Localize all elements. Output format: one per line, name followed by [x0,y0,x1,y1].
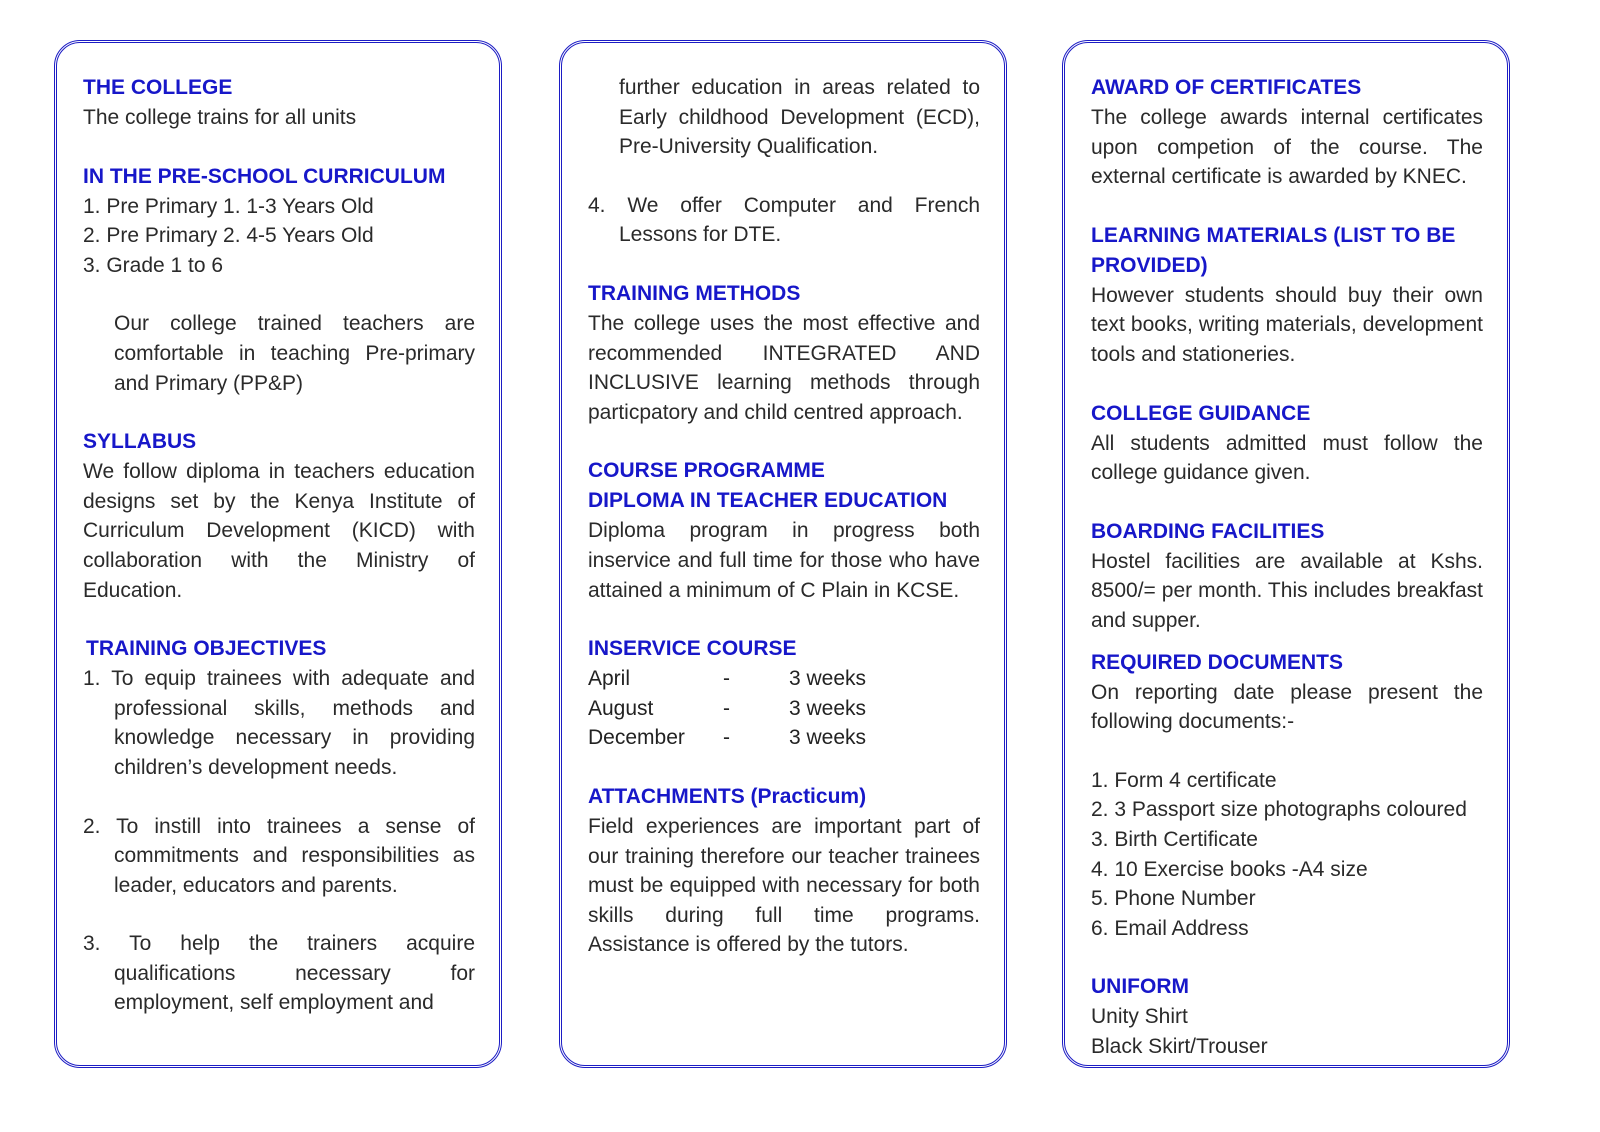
schedule-dash: - [723,726,730,750]
schedule-month: August [588,696,654,720]
uniform-item: Unity Shirt [1091,1005,1188,1029]
schedule-dash: - [723,696,730,720]
schedule-duration: 3 weeks [789,726,867,750]
list-item: 4. 10 Exercise books -A4 size [1091,857,1368,881]
heading-preschool: IN THE PRE-SCHOOL CURRICULUM [83,164,446,188]
panel-right [1062,40,1510,1068]
list-item: 5. Phone Number [1091,887,1256,911]
heading-training-objectives: TRAINING OBJECTIVES [86,637,327,661]
college-text: The college trains for all units [83,106,357,129]
course-text: Diploma program in progress both inservice and full time for those who have attained a minimum of C Plain in KCSE. [588,519,980,602]
attachments-text: Field experiences are important part of our training therefore our teacher trainees must be equipped with necessary for both skills during full time programs. Assistance is offered by the tutors. [588,814,980,957]
schedule-dash: - [723,667,730,691]
heading-the-college: THE COLLEGE [83,76,233,99]
objective-item: 4. We offer Computer and French Lessons for DTE. [588,193,980,247]
schedule-month: December [588,726,685,750]
preschool-list [83,192,475,281]
materials-text: However students should buy their own text books, writing materials, development tools and stationeries. [1091,283,1483,366]
heading-required-documents: REQUIRED DOCUMENTS [1091,650,1344,674]
objective-item: 1. To equip trainees with adequate and professional skills, methods and knowledge necessary in providing children’s development needs. [83,667,475,779]
panel-middle [559,40,1007,1068]
heading-award: AWARD OF CERTIFICATES [1091,76,1362,99]
teachers-text: Our college trained teachers are comfortable in teaching Pre-primary and Primary (PP&P) [114,312,475,395]
list-item: 2. 3 Passport size photographs coloured [1091,798,1467,822]
schedule-month: April [588,667,631,691]
heading-course-programme: COURSE PROGRAMME [588,459,825,483]
heading-boarding: BOARDING FACILITIES [1091,519,1325,543]
schedule-row [588,694,980,724]
heading-learning-materials: LEARNING MATERIALS (LIST TO BE PROVIDED) [1091,223,1456,277]
heading-inservice: INSERVICE COURSE [588,637,797,661]
schedule-row [588,664,980,694]
objective-item: 3. To help the trainers acquire qualifications necessary for employment, self employment and [83,932,475,1015]
methods-text: The college uses the most effective and recommended INTEGRATED AND INCLUSIVE learning methods through particpatory and child centred approach. [588,311,980,424]
list-item: 1. Pre Primary 1. 1-3 Years Old [83,194,374,218]
award-text: The college awards internal certificates upon competion of the course. The external certificate is awarded by KNEC. [1091,106,1483,189]
guidance-text: All students admitted must follow the college guidance given. [1091,431,1483,485]
syllabus-text: We follow diploma in teachers education designs set by the Kenya Institute of Curriculum Development (KICD) with collaboration with the Ministry of Education. [83,460,475,602]
uniform-item: Black Skirt/Trouser [1091,1034,1268,1058]
heading-attachments: ATTACHMENTS (Practicum) [588,784,867,808]
list-item: 2. Pre Primary 2. 4-5 Years Old [83,224,374,248]
schedule-duration: 3 weeks [789,696,867,720]
documents-list [1091,766,1483,944]
list-item: 3. Birth Certificate [1091,827,1258,851]
heading-uniform: UNIFORM [1091,975,1189,999]
boarding-text: Hostel facilities are available at Kshs. 8500/= per month. This includes breakfast and supper. [1091,549,1483,632]
list-item: 1. Form 4 certificate [1091,768,1277,792]
heading-syllabus: SYLLABUS [83,430,197,454]
heading-training-methods: TRAINING METHODS [588,281,801,305]
schedule-row [588,723,980,753]
heading-diploma: DIPLOMA IN TEACHER EDUCATION [588,489,948,513]
documents-text: On reporting date please present the following documents:- [1091,680,1483,734]
panel-left [54,40,502,1068]
schedule-duration: 3 weeks [789,667,867,691]
objective-item: 2. To instill into trainees a sense of commitments and responsibilities as leader, educators and parents. [83,814,475,897]
list-item: 6. Email Address [1091,916,1249,940]
heading-college-guidance: COLLEGE GUIDANCE [1091,401,1311,425]
objective-continued: further education in areas related to Early childhood Development (ECD), Pre-University Qualification. [619,76,980,159]
list-item: 3. Grade 1 to 6 [83,253,224,277]
